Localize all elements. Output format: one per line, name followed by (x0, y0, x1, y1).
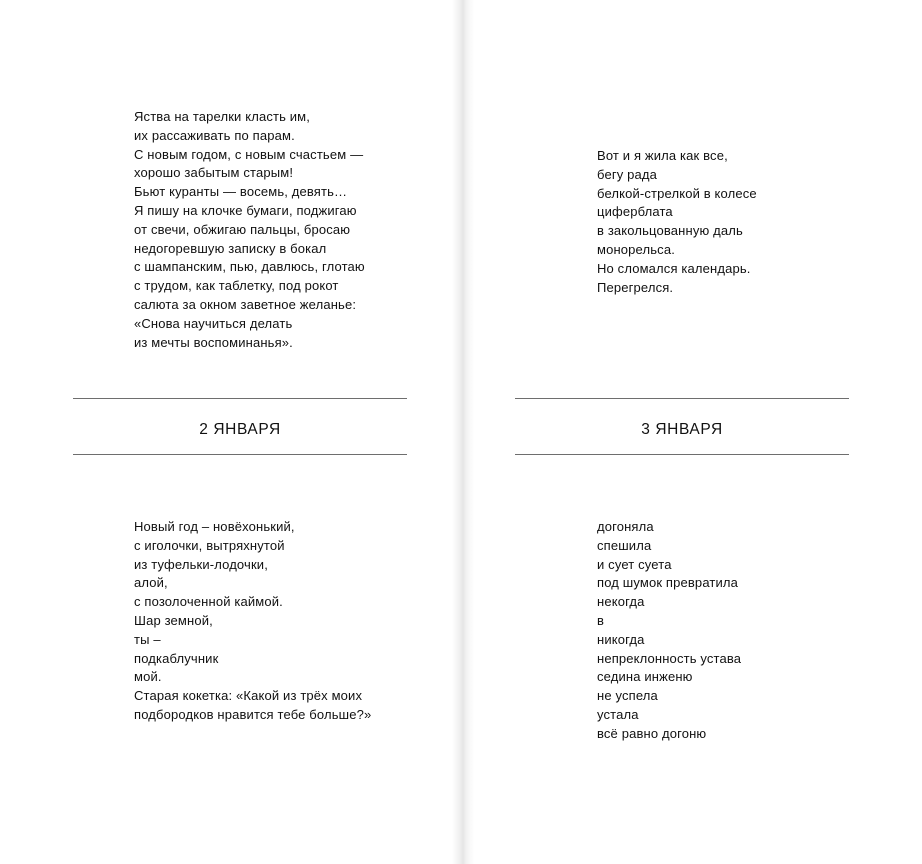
poem-line: недогоревшую записку в бокал (134, 240, 327, 256)
book-gutter (452, 0, 474, 864)
left-page (0, 0, 460, 864)
poem-line: циферблата (597, 204, 673, 220)
poem-line: их рассаживать по парам. (134, 127, 295, 143)
section-heading-jan-2: 2 ЯНВАРЯ (199, 421, 281, 438)
poem-line: Новый год – новёхонький, (134, 519, 295, 534)
poem-line: от свечи, обжигаю пальцы, бросаю (134, 221, 351, 237)
poem-line: Я пишу на клочке бумаги, поджигаю (134, 202, 357, 218)
divider-top-right (515, 398, 849, 399)
poem-line: непреклонность устава (597, 650, 742, 666)
poem-line: из мечты воспоминанья». (134, 334, 293, 350)
poem-line: белкой-стрелкой в колесе (597, 185, 757, 201)
poem-line: ты – (134, 631, 161, 647)
section-heading-jan-3: 3 ЯНВАРЯ (641, 421, 723, 438)
poem-bottom-left (134, 518, 371, 725)
divider-top-left (73, 398, 407, 399)
poem-line: с трудом, как таблетку, под рокот (134, 278, 339, 294)
poem-line: подбородков нравится тебе больше?» (134, 706, 372, 722)
poem-line: седина инженю (597, 669, 693, 685)
poem-line: из туфельки-лодочки, (134, 556, 268, 572)
poem-line: догоняла (597, 519, 654, 534)
poem-line: в закольцованную даль (597, 223, 743, 239)
poem-line: Шар земной, (134, 612, 213, 628)
poem-line: с шампанским, пью, давлюсь, глотаю (134, 259, 365, 275)
poem-line: подкаблучник (134, 650, 219, 666)
poem-line: с позолоченной каймой. (134, 594, 283, 610)
poem-line: никогда (597, 631, 645, 647)
poem-top-right (597, 147, 757, 297)
poem-line: Но сломался календарь. (597, 260, 751, 276)
poem-top-left (134, 108, 365, 352)
poem-line: всё равно догоню (597, 725, 707, 741)
poem-line: бегу рада (597, 166, 658, 182)
poem-line: монорельса. (597, 241, 675, 257)
poem-line: спешила (597, 537, 652, 553)
poem-line: и сует суета (597, 556, 672, 572)
poem-line: мой. (134, 669, 162, 685)
poem-line: с иголочки, вытряхнутой (134, 537, 285, 553)
poem-line: С новым годом, с новым счастьем — (134, 146, 364, 162)
poem-line: не успела (597, 688, 658, 704)
poem-line: Перегрелся. (597, 279, 674, 295)
right-page (460, 0, 922, 864)
poem-line: устала (597, 706, 639, 722)
poem-line: Старая кокетка: «Какой из трёх моих (134, 688, 363, 704)
poem-line: Вот и я жила как все, (597, 148, 728, 163)
poem-line: салюта за окном заветное желанье: (134, 296, 357, 312)
poem-line: алой, (134, 575, 168, 591)
poem-line: «Снова научиться делать (134, 315, 293, 331)
poem-line: Бьют куранты — восемь, девять… (134, 184, 348, 200)
poem-line: в (597, 612, 605, 628)
divider-bottom-right (515, 454, 849, 455)
divider-bottom-left (73, 454, 407, 455)
poem-line: некогда (597, 594, 645, 610)
poem-bottom-right (597, 518, 741, 744)
poem-line: под шумок превратила (597, 575, 739, 591)
poem-line: хорошо забытым старым! (134, 165, 294, 181)
poem-line: Яства на тарелки класть им, (134, 109, 311, 124)
